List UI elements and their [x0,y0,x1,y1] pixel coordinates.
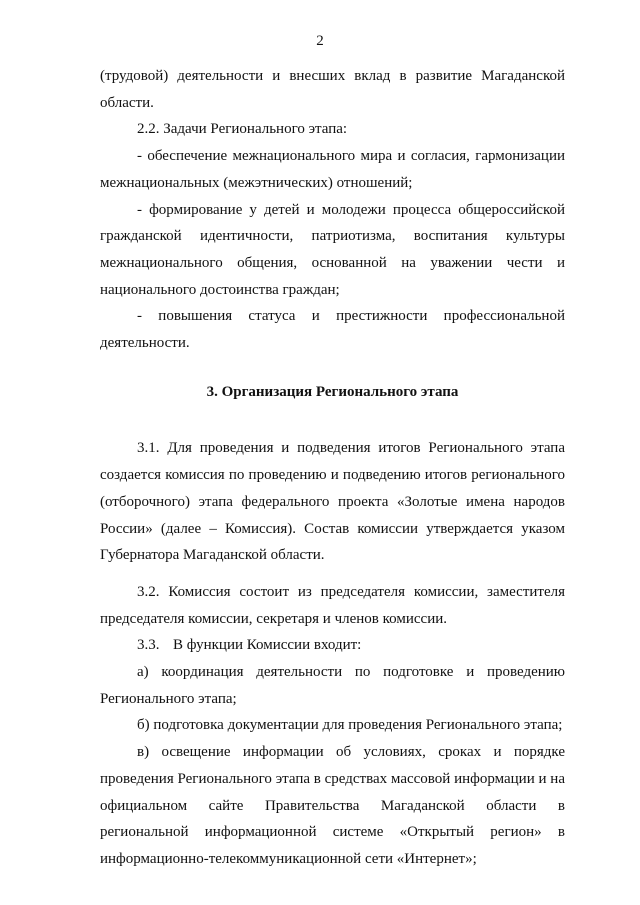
paragraph-function-c: в) освещение информации об условиях, сроках и порядке проведения Регионального этапа в средствах массовой информации и на официальном сайте Правительства Магаданской области в региональной информационной системе «Открытый регион» в информационно-телекоммуникационной сети «Интернет»; [100,744,565,867]
paragraph-task-1: - обеспечение межнационального мира и согласия, гармонизации межнациональных (межэтнических) отношений; [100,148,565,191]
paragraph-3-3-text: В функции Комиссии входит: [173,637,362,654]
paragraph-task-2: - формирование у детей и молодежи процесса общероссийской гражданской идентичности, патриотизма, воспитания культуры межнационального общения, основанной на уважении чести и национального достоинства граждан; [100,201,565,298]
paragraph-task-3: - повышения статуса и престижности профессиональной деятельности. [100,308,565,352]
paragraph-3-1: 3.1. Для проведения и подведения итогов Регионального этапа создается комиссия по проведению и подведению итогов регионального (отборочного) этапа федерального проекта «Золотые имена народов России» (далее – Комиссия). Состав комиссии утверждается указом Губернатора Магаданской области. [100,440,565,564]
document-body [100,63,565,873]
page-number: 2 [316,33,324,49]
section-heading: 3. Организация Регионального этапа [206,383,459,400]
paragraph-2-2-title: 2.2. Задачи Регионального этапа: [137,121,348,138]
paragraph-continuation: (трудовой) деятельности и внесших вклад в развитие Магаданской области. [100,68,565,111]
paragraph-3-3-number: 3.3. [137,637,160,654]
paragraph-3-2: 3.2. Комиссия состоит из председателя комиссии, заместителя председателя комиссии, секретаря и членов комиссии. [100,583,565,627]
paragraph-3-3 [100,632,565,659]
paragraph-function-b: б) подготовка документации для проведения Регионального этапа; [137,717,563,734]
paragraph-function-a: а) координация деятельности по подготовке и проведению Регионального этапа; [100,664,565,707]
